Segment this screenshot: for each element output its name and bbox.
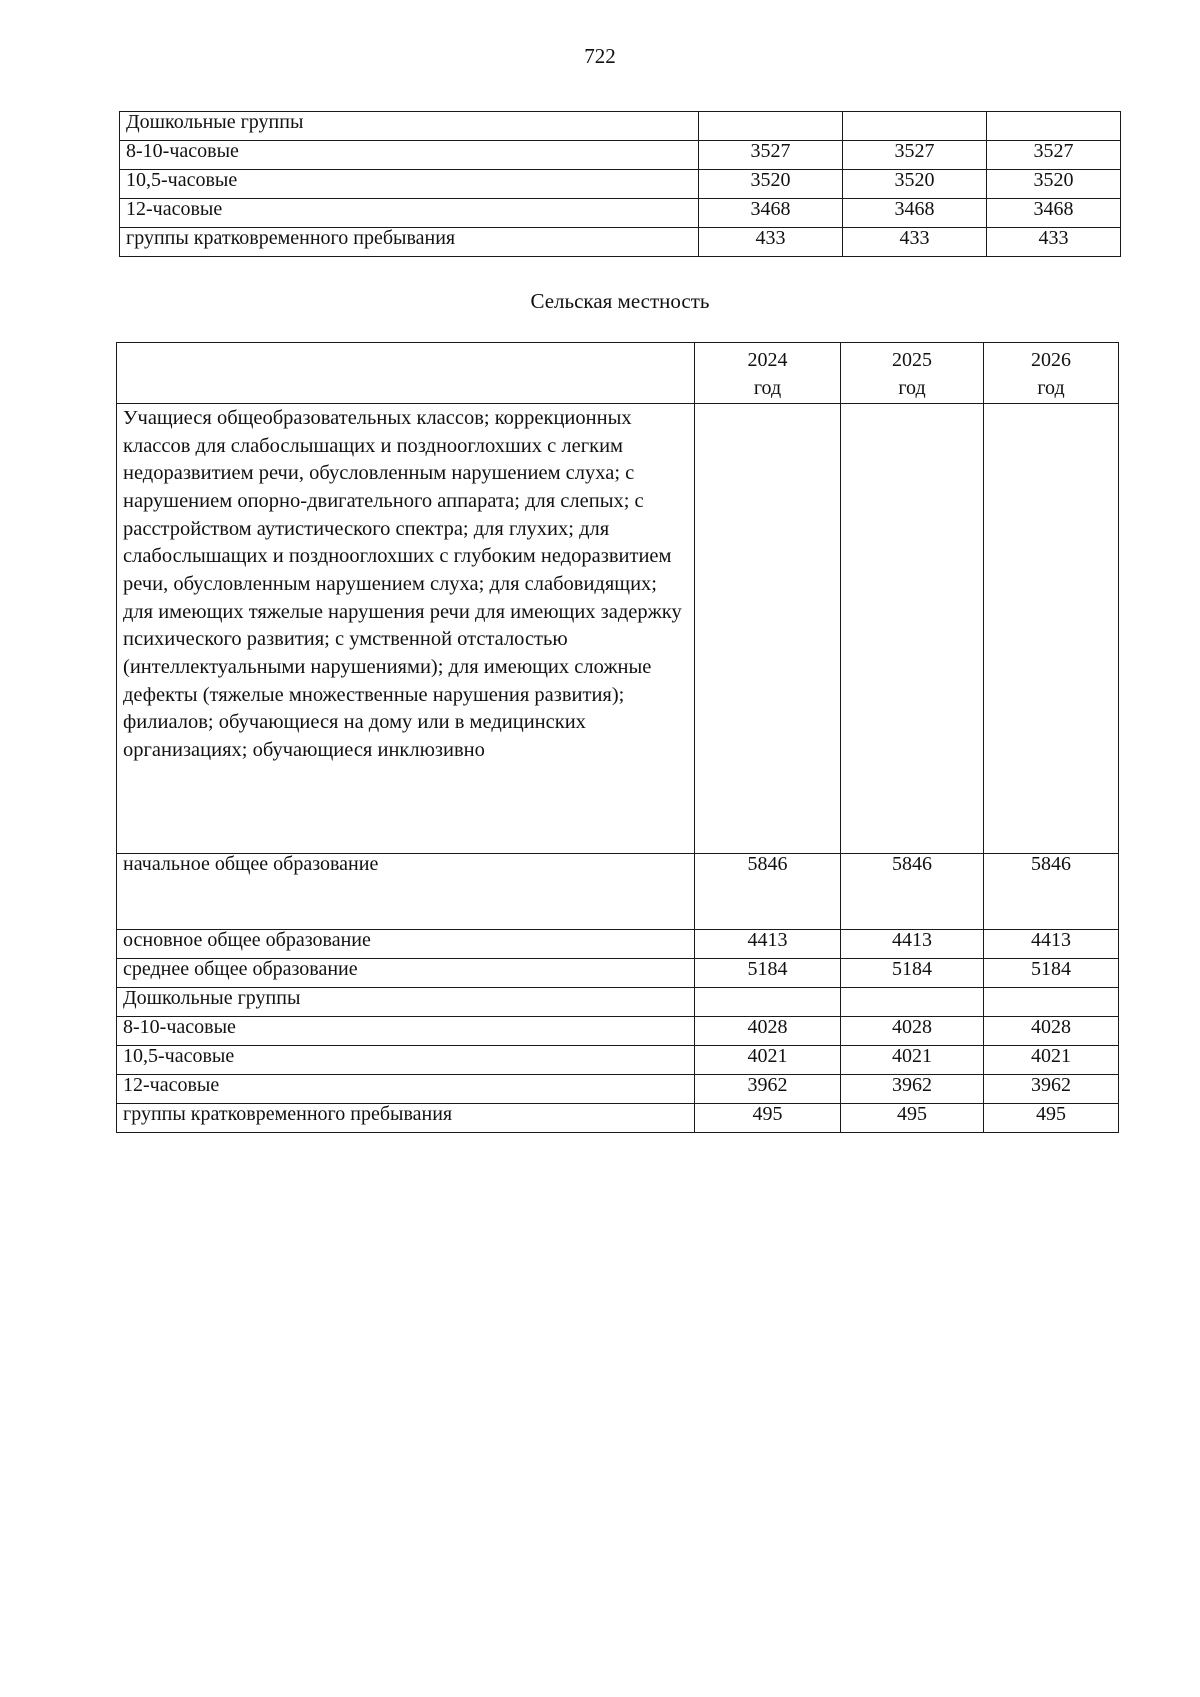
table-header-row	[117, 343, 1119, 404]
year-header	[984, 343, 1119, 404]
value-cell: 4413	[841, 930, 984, 959]
value-cell: 4021	[984, 1046, 1119, 1075]
value-cell: 433	[699, 228, 843, 257]
value-cell	[699, 112, 843, 141]
table-row	[120, 199, 1121, 228]
value-cell: 433	[987, 228, 1121, 257]
value-cell: 433	[843, 228, 987, 257]
table-row	[117, 854, 1119, 930]
table-row	[117, 1075, 1119, 1104]
header-empty-cell	[117, 343, 695, 404]
year-header	[695, 343, 841, 404]
value-cell: 3520	[699, 170, 843, 199]
row-label: 8-10-часовые	[120, 141, 699, 170]
table-row	[117, 1017, 1119, 1046]
year-unit: год	[753, 377, 782, 399]
value-cell: 5846	[695, 854, 841, 930]
value-cell: 3520	[843, 170, 987, 199]
value-cell: 3468	[843, 199, 987, 228]
preschool-groups-table	[119, 111, 1121, 257]
value-cell: 3527	[699, 141, 843, 170]
value-cell: 4413	[695, 930, 841, 959]
value-cell: 3468	[987, 199, 1121, 228]
table-row	[120, 141, 1121, 170]
value-cell: 5846	[841, 854, 984, 930]
table-row	[117, 1046, 1119, 1075]
year-unit: год	[1037, 377, 1065, 399]
value-cell: 495	[841, 1104, 984, 1133]
value-cell: 5184	[695, 959, 841, 988]
value-cell	[695, 988, 841, 1017]
row-label: начальное общее образование	[117, 854, 695, 930]
value-cell: 4028	[841, 1017, 984, 1046]
row-label: Дошкольные группы	[117, 988, 695, 1017]
table-row	[117, 959, 1119, 988]
students-description: Учащиеся общеобразовательных классов; коррекционных классов для слабослышащих и позднооглохших с легким недоразвитием речи, обусловленным нарушением слуха; с нарушением опорно-двигательного аппарата; для слепых; с расстройством аутистического спектра; для глухих; для слабослышащих и позднооглохших с глубоким недоразвитием речи, обусловленным нарушением слуха; для слабовидящих; для имеющих тяжелые нарушения речи для имеющих задержку психического развития; с умственной отсталостью (интеллектуальными нарушениями); для имеющих сложные дефекты (тяжелые множественные нарушения развития); филиалов; обучающиеся на дому или в медицинских организациях; обучающиеся инклюзивно	[117, 404, 695, 854]
year-label: 2025	[892, 349, 932, 371]
value-cell	[841, 988, 984, 1017]
year-label: 2026	[1031, 349, 1071, 371]
value-cell: 5184	[841, 959, 984, 988]
value-cell: 3468	[699, 199, 843, 228]
value-cell: 5184	[984, 959, 1119, 988]
row-label: 12-часовые	[120, 199, 699, 228]
value-cell	[984, 988, 1119, 1017]
table-row	[117, 930, 1119, 959]
year-header	[841, 343, 984, 404]
value-cell	[987, 112, 1121, 141]
year-unit: год	[898, 377, 926, 399]
table-row	[117, 988, 1119, 1017]
page-number: 722	[584, 44, 616, 68]
rural-table	[116, 342, 1119, 1133]
row-label: 10,5-часовые	[117, 1046, 695, 1075]
value-cell: 4021	[695, 1046, 841, 1075]
table-row	[120, 228, 1121, 257]
row-label: группы кратковременного пребывания	[120, 228, 699, 257]
value-cell	[841, 404, 984, 854]
value-cell: 3962	[695, 1075, 841, 1104]
section-heading: Сельская местность	[530, 289, 710, 313]
value-cell: 4021	[841, 1046, 984, 1075]
value-cell: 4413	[984, 930, 1119, 959]
table-row	[117, 404, 1119, 854]
table-row	[117, 1104, 1119, 1133]
value-cell: 4028	[984, 1017, 1119, 1046]
value-cell: 3520	[987, 170, 1121, 199]
row-label: 12-часовые	[117, 1075, 695, 1104]
row-label: группы кратковременного пребывания	[117, 1104, 695, 1133]
value-cell	[984, 404, 1119, 854]
row-label: 8-10-часовые	[117, 1017, 695, 1046]
value-cell: 3962	[984, 1075, 1119, 1104]
value-cell: 3962	[841, 1075, 984, 1104]
value-cell	[695, 404, 841, 854]
row-label: среднее общее образование	[117, 959, 695, 988]
value-cell: 3527	[843, 141, 987, 170]
value-cell: 3527	[987, 141, 1121, 170]
table-row	[120, 170, 1121, 199]
row-label: основное общее образование	[117, 930, 695, 959]
value-cell	[843, 112, 987, 141]
table-row	[120, 112, 1121, 141]
year-label: 2024	[747, 349, 788, 371]
value-cell: 495	[984, 1104, 1119, 1133]
row-label: 10,5-часовые	[120, 170, 699, 199]
value-cell: 495	[695, 1104, 841, 1133]
value-cell: 5846	[984, 854, 1119, 930]
value-cell: 4028	[695, 1017, 841, 1046]
row-label: Дошкольные группы	[120, 112, 699, 141]
